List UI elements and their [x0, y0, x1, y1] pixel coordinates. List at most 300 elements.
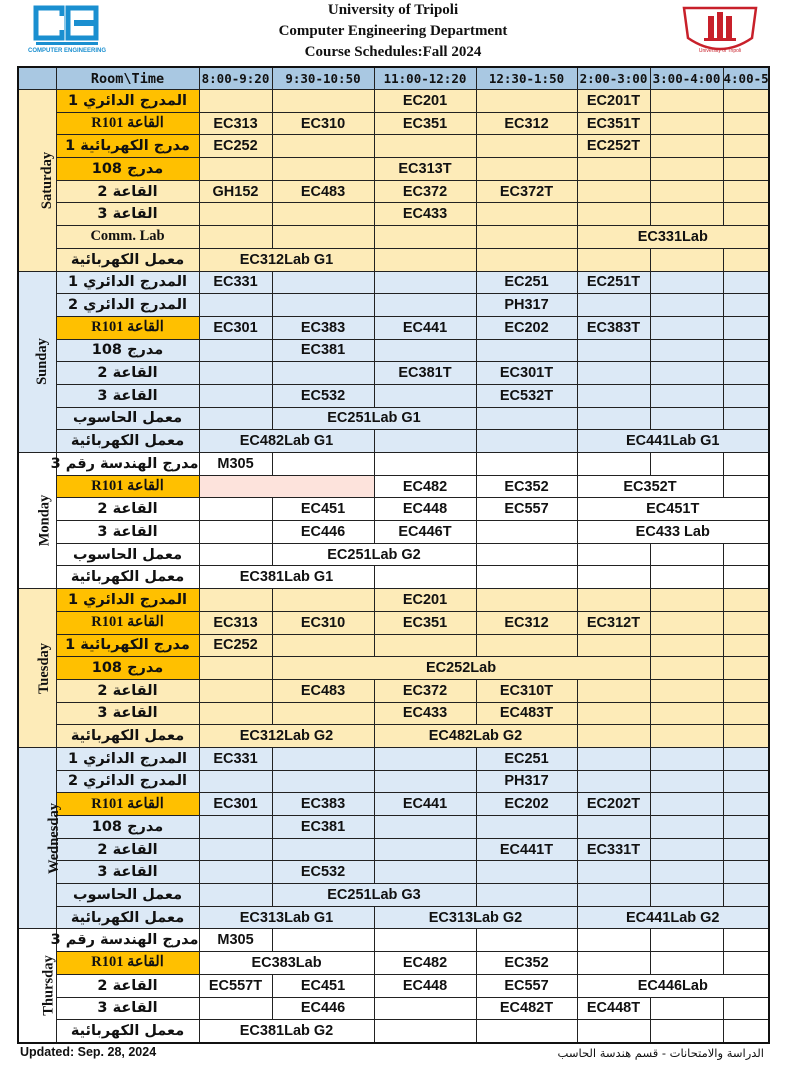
- header-timeslot: 2:00-3:00: [577, 67, 650, 90]
- table-row: [18, 884, 769, 907]
- svg-text:University of Tripoli: University of Tripoli: [698, 48, 742, 54]
- table-row: [18, 521, 769, 544]
- empty-slot: [272, 271, 374, 294]
- empty-slot: [272, 90, 374, 113]
- day-group-thursday: [18, 929, 769, 1043]
- empty-slot: [723, 611, 769, 634]
- empty-slot: [199, 475, 374, 498]
- empty-slot: [199, 362, 272, 385]
- header-timeslot: 9:30-10:50: [272, 67, 374, 90]
- empty-slot: [199, 384, 272, 407]
- course-cell: EC312: [476, 611, 577, 634]
- empty-slot: [272, 838, 374, 861]
- room-cell: المدرج الدائري 1: [56, 271, 199, 294]
- empty-slot: [476, 543, 577, 566]
- empty-slot: [650, 747, 723, 770]
- day-group-sunday: [18, 271, 769, 453]
- empty-slot: [272, 294, 374, 317]
- empty-slot: [650, 112, 723, 135]
- empty-slot: [577, 725, 650, 748]
- table-header-row: [18, 67, 769, 90]
- empty-slot: [723, 90, 769, 113]
- course-cell: EC331: [199, 747, 272, 770]
- day-label: [18, 453, 56, 589]
- empty-slot: [650, 543, 723, 566]
- course-cell: EC312T: [577, 611, 650, 634]
- empty-slot: [199, 702, 272, 725]
- empty-slot: [650, 657, 723, 680]
- table-row: [18, 384, 769, 407]
- empty-slot: [476, 929, 577, 952]
- empty-slot: [650, 203, 723, 226]
- table-row: [18, 952, 769, 975]
- empty-slot: [650, 702, 723, 725]
- room-cell: القاعة 2: [56, 362, 199, 385]
- course-cell: EC441: [374, 316, 476, 339]
- day-group-tuesday: [18, 589, 769, 748]
- empty-slot: [650, 271, 723, 294]
- empty-slot: [199, 770, 272, 793]
- empty-slot: [272, 135, 374, 158]
- empty-slot: [650, 407, 723, 430]
- course-cell: M305: [199, 453, 272, 476]
- empty-slot: [723, 158, 769, 181]
- course-cell: EC483: [272, 679, 374, 702]
- empty-slot: [199, 884, 272, 907]
- course-cell: EC251: [476, 747, 577, 770]
- day-label: [18, 589, 56, 748]
- course-cell: EC451: [272, 974, 374, 997]
- course-cell: EC352: [476, 475, 577, 498]
- page-header: [0, 0, 798, 66]
- course-cell: EC381Lab G2: [199, 1020, 374, 1043]
- empty-slot: [374, 294, 476, 317]
- room-cell: R101 القاعة: [56, 475, 199, 498]
- empty-slot: [723, 339, 769, 362]
- table-row: [18, 1020, 769, 1043]
- course-cell: EC532: [272, 861, 374, 884]
- empty-slot: [723, 884, 769, 907]
- empty-slot: [650, 952, 723, 975]
- empty-slot: [723, 271, 769, 294]
- course-cell: EC331T: [577, 838, 650, 861]
- empty-slot: [374, 453, 476, 476]
- empty-slot: [723, 135, 769, 158]
- empty-slot: [650, 566, 723, 589]
- course-cell: EC483T: [476, 702, 577, 725]
- empty-slot: [723, 384, 769, 407]
- empty-slot: [272, 634, 374, 657]
- room-cell: القاعة 2: [56, 498, 199, 521]
- course-cell: EC433: [374, 702, 476, 725]
- course-cell: EC557T: [199, 974, 272, 997]
- course-cell: EC201: [374, 90, 476, 113]
- day-label: [18, 90, 56, 272]
- empty-slot: [577, 747, 650, 770]
- empty-slot: [723, 316, 769, 339]
- table-row: [18, 997, 769, 1020]
- department-note: الدراسة والامتحانات - قسم هندسة الحاسب: [557, 1046, 764, 1060]
- empty-slot: [199, 498, 272, 521]
- empty-slot: [723, 407, 769, 430]
- empty-slot: [650, 679, 723, 702]
- empty-slot: [476, 407, 577, 430]
- header-corner: [18, 67, 56, 90]
- empty-slot: [374, 838, 476, 861]
- course-cell: EC331: [199, 271, 272, 294]
- empty-slot: [476, 453, 577, 476]
- empty-slot: [650, 339, 723, 362]
- empty-slot: [723, 997, 769, 1020]
- room-cell: القاعة 3: [56, 702, 199, 725]
- empty-slot: [650, 362, 723, 385]
- table-row: [18, 611, 769, 634]
- empty-slot: [723, 952, 769, 975]
- table-row: [18, 974, 769, 997]
- course-cell: EC312Lab G2: [199, 725, 374, 748]
- course-cell: EC433: [374, 203, 476, 226]
- empty-slot: [650, 180, 723, 203]
- table-row: [18, 430, 769, 453]
- course-cell: EC372T: [476, 180, 577, 203]
- empty-slot: [723, 589, 769, 612]
- empty-slot: [650, 1020, 723, 1043]
- empty-slot: [650, 453, 723, 476]
- table-row: [18, 634, 769, 657]
- empty-slot: [650, 861, 723, 884]
- empty-slot: [476, 1020, 577, 1043]
- table-row: [18, 838, 769, 861]
- day-label: [18, 747, 62, 929]
- empty-slot: [577, 1020, 650, 1043]
- table-row: [18, 589, 769, 612]
- table-row: [18, 316, 769, 339]
- room-cell: معمل الكهربائية: [56, 430, 199, 453]
- empty-slot: [476, 135, 577, 158]
- course-cell: EC331Lab: [577, 226, 769, 249]
- empty-slot: [374, 430, 476, 453]
- empty-slot: [199, 407, 272, 430]
- empty-slot: [199, 657, 272, 680]
- table-row: [18, 475, 769, 498]
- empty-slot: [723, 543, 769, 566]
- table-row: [18, 929, 769, 952]
- empty-slot: [374, 770, 476, 793]
- empty-slot: [199, 521, 272, 544]
- schedule-title: Course Schedules:Fall 2024: [304, 44, 482, 60]
- header-room-time: Room\Time: [56, 67, 199, 90]
- course-cell: EC451T: [577, 498, 769, 521]
- course-cell: EC351: [374, 611, 476, 634]
- course-cell: EC202: [476, 316, 577, 339]
- empty-slot: [577, 770, 650, 793]
- course-cell: EC482T: [476, 997, 577, 1020]
- empty-slot: [723, 1020, 769, 1043]
- empty-slot: [374, 339, 476, 362]
- computer-engineering-logo: [27, 6, 107, 58]
- course-cell: EC372: [374, 180, 476, 203]
- empty-slot: [577, 294, 650, 317]
- table-row: [18, 657, 769, 680]
- course-cell: EC202: [476, 793, 577, 816]
- empty-slot: [199, 203, 272, 226]
- empty-slot: [723, 725, 769, 748]
- empty-slot: [272, 770, 374, 793]
- course-cell: EC448: [374, 974, 476, 997]
- room-cell: مدرج 108: [56, 657, 199, 680]
- course-cell: EC557: [476, 974, 577, 997]
- empty-slot: [723, 679, 769, 702]
- empty-slot: [577, 589, 650, 612]
- room-cell: Comm. Lab: [56, 226, 199, 249]
- room-cell: R101 القاعة: [56, 611, 199, 634]
- schedule-table: [17, 66, 770, 1044]
- empty-slot: [723, 248, 769, 271]
- room-cell: المدرج الدائري 1: [56, 747, 199, 770]
- empty-slot: [650, 90, 723, 113]
- table-row: [18, 498, 769, 521]
- course-cell: EC532: [272, 384, 374, 407]
- course-cell: EC301T: [476, 362, 577, 385]
- course-cell: EC446: [272, 521, 374, 544]
- room-cell: R101 القاعة: [56, 793, 199, 816]
- room-cell: معمل الكهربائية: [56, 248, 199, 271]
- day-group-saturday: [18, 90, 769, 272]
- course-cell: EC312Lab G1: [199, 248, 374, 271]
- empty-slot: [723, 180, 769, 203]
- empty-slot: [650, 158, 723, 181]
- empty-slot: [199, 589, 272, 612]
- table-row: [18, 543, 769, 566]
- empty-slot: [723, 453, 769, 476]
- empty-slot: [476, 430, 577, 453]
- course-cell: EC446: [272, 997, 374, 1020]
- empty-slot: [650, 793, 723, 816]
- empty-slot: [199, 226, 272, 249]
- course-cell: EC482Lab G1: [199, 430, 374, 453]
- course-cell: EC251: [476, 271, 577, 294]
- table-row: [18, 679, 769, 702]
- course-cell: EC557: [476, 498, 577, 521]
- course-cell: EC252: [199, 634, 272, 657]
- course-cell: EC252Lab: [272, 657, 650, 680]
- empty-slot: [577, 248, 650, 271]
- empty-slot: [272, 702, 374, 725]
- empty-slot: [476, 339, 577, 362]
- room-cell: معمل الحاسوب: [56, 543, 199, 566]
- university-logo: [680, 2, 760, 60]
- room-cell: معمل الكهربائية: [56, 1020, 199, 1043]
- course-cell: PH317: [476, 770, 577, 793]
- empty-slot: [374, 226, 476, 249]
- empty-slot: [272, 453, 374, 476]
- university-title: University of Tripoli: [327, 2, 459, 18]
- course-cell: EC313Lab G2: [374, 906, 577, 929]
- empty-slot: [577, 702, 650, 725]
- course-cell: EC441T: [476, 838, 577, 861]
- empty-slot: [723, 816, 769, 839]
- room-cell: R101 القاعة: [56, 112, 199, 135]
- course-cell: EC251Lab G1: [272, 407, 476, 430]
- course-cell: EC383: [272, 793, 374, 816]
- empty-slot: [723, 793, 769, 816]
- empty-slot: [199, 543, 272, 566]
- course-cell: EC252T: [577, 135, 650, 158]
- empty-slot: [577, 543, 650, 566]
- empty-slot: [374, 747, 476, 770]
- course-cell: EC301: [199, 316, 272, 339]
- course-cell: EC383T: [577, 316, 650, 339]
- room-cell: مدرج الكهربائية 1: [56, 634, 199, 657]
- empty-slot: [577, 884, 650, 907]
- header-timeslot: 12:30-1:50: [476, 67, 577, 90]
- empty-slot: [374, 271, 476, 294]
- course-cell: GH152: [199, 180, 272, 203]
- room-cell: R101 القاعة: [56, 952, 199, 975]
- empty-slot: [199, 816, 272, 839]
- course-cell: EC372: [374, 679, 476, 702]
- empty-slot: [374, 816, 476, 839]
- course-cell: EC381Lab G1: [199, 566, 374, 589]
- empty-slot: [272, 158, 374, 181]
- empty-slot: [577, 952, 650, 975]
- course-cell: EC313: [199, 611, 272, 634]
- empty-slot: [374, 384, 476, 407]
- table-row: [18, 180, 769, 203]
- table-row: [18, 816, 769, 839]
- empty-slot: [577, 407, 650, 430]
- header-timeslot: 8:00-9:20: [199, 67, 272, 90]
- empty-slot: [577, 861, 650, 884]
- room-cell: المدرج الدائري 2: [56, 294, 199, 317]
- empty-slot: [723, 566, 769, 589]
- room-cell: R101 القاعة: [56, 316, 199, 339]
- room-cell: معمل الحاسوب: [56, 407, 199, 430]
- empty-slot: [577, 180, 650, 203]
- room-cell: القاعة 2: [56, 180, 199, 203]
- empty-slot: [374, 634, 476, 657]
- table-row: [18, 861, 769, 884]
- empty-slot: [650, 997, 723, 1020]
- table-row: [18, 770, 769, 793]
- room-cell: القاعة 2: [56, 974, 199, 997]
- empty-slot: [723, 634, 769, 657]
- empty-slot: [199, 158, 272, 181]
- day-label-text: Thursday: [40, 955, 57, 1016]
- empty-slot: [476, 226, 577, 249]
- table-row: [18, 248, 769, 271]
- empty-slot: [723, 112, 769, 135]
- empty-slot: [272, 362, 374, 385]
- course-cell: EC351T: [577, 112, 650, 135]
- empty-slot: [272, 203, 374, 226]
- empty-slot: [723, 861, 769, 884]
- course-cell: EC352T: [577, 475, 723, 498]
- empty-slot: [476, 884, 577, 907]
- empty-slot: [199, 294, 272, 317]
- empty-slot: [577, 816, 650, 839]
- room-cell: مدرج الهندسة رقم 3: [56, 929, 199, 952]
- empty-slot: [476, 90, 577, 113]
- empty-slot: [199, 838, 272, 861]
- table-row: [18, 203, 769, 226]
- empty-slot: [374, 135, 476, 158]
- course-cell: EC482Lab G2: [374, 725, 577, 748]
- room-cell: معمل الحاسوب: [56, 884, 199, 907]
- empty-slot: [577, 339, 650, 362]
- header-timeslot: 3:00-4:00: [650, 67, 723, 90]
- empty-slot: [374, 997, 476, 1020]
- table-row: [18, 906, 769, 929]
- course-cell: M305: [199, 929, 272, 952]
- empty-slot: [650, 725, 723, 748]
- empty-slot: [577, 634, 650, 657]
- day-group-monday: [18, 453, 769, 589]
- empty-slot: [723, 657, 769, 680]
- empty-slot: [723, 294, 769, 317]
- course-cell: EC301: [199, 793, 272, 816]
- header-timeslot: 4:00-5: [723, 67, 769, 90]
- empty-slot: [199, 90, 272, 113]
- empty-slot: [723, 770, 769, 793]
- course-cell: EC310: [272, 611, 374, 634]
- course-cell: PH317: [476, 294, 577, 317]
- empty-slot: [476, 248, 577, 271]
- empty-slot: [476, 203, 577, 226]
- table-row: [18, 226, 769, 249]
- empty-slot: [476, 158, 577, 181]
- course-cell: EC201T: [577, 90, 650, 113]
- svg-text:COMPUTER ENGINEERING: COMPUTER ENGINEERING: [27, 48, 107, 54]
- room-cell: مدرج الكهربائية 1: [56, 135, 199, 158]
- course-cell: EC310: [272, 112, 374, 135]
- empty-slot: [199, 679, 272, 702]
- empty-slot: [272, 589, 374, 612]
- empty-slot: [723, 203, 769, 226]
- empty-slot: [650, 634, 723, 657]
- updated-date: Updated: Sep. 28, 2024: [20, 1045, 157, 1059]
- empty-slot: [199, 339, 272, 362]
- empty-slot: [650, 316, 723, 339]
- empty-slot: [577, 679, 650, 702]
- empty-slot: [650, 838, 723, 861]
- empty-slot: [374, 861, 476, 884]
- empty-slot: [272, 747, 374, 770]
- course-cell: EC313Lab G1: [199, 906, 374, 929]
- course-cell: EC202T: [577, 793, 650, 816]
- room-cell: مدرج الهندسة رقم 3: [56, 453, 199, 476]
- empty-slot: [577, 384, 650, 407]
- empty-slot: [476, 589, 577, 612]
- day-label-text: Tuesday: [36, 642, 53, 694]
- course-cell: EC310T: [476, 679, 577, 702]
- day-label-text: Wednesday: [45, 802, 62, 874]
- course-cell: EC312: [476, 112, 577, 135]
- day-label-text: Saturday: [39, 151, 56, 209]
- course-cell: EC383: [272, 316, 374, 339]
- course-cell: EC251Lab G2: [272, 543, 476, 566]
- course-cell: EC251Lab G3: [272, 884, 476, 907]
- empty-slot: [199, 861, 272, 884]
- course-cell: EC351: [374, 112, 476, 135]
- header-timeslot: 11:00-12:20: [374, 67, 476, 90]
- room-cell: المدرج الدائري 2: [56, 770, 199, 793]
- table-row: [18, 747, 769, 770]
- room-cell: القاعة 2: [56, 679, 199, 702]
- course-cell: EC451: [272, 498, 374, 521]
- empty-slot: [577, 362, 650, 385]
- empty-slot: [650, 248, 723, 271]
